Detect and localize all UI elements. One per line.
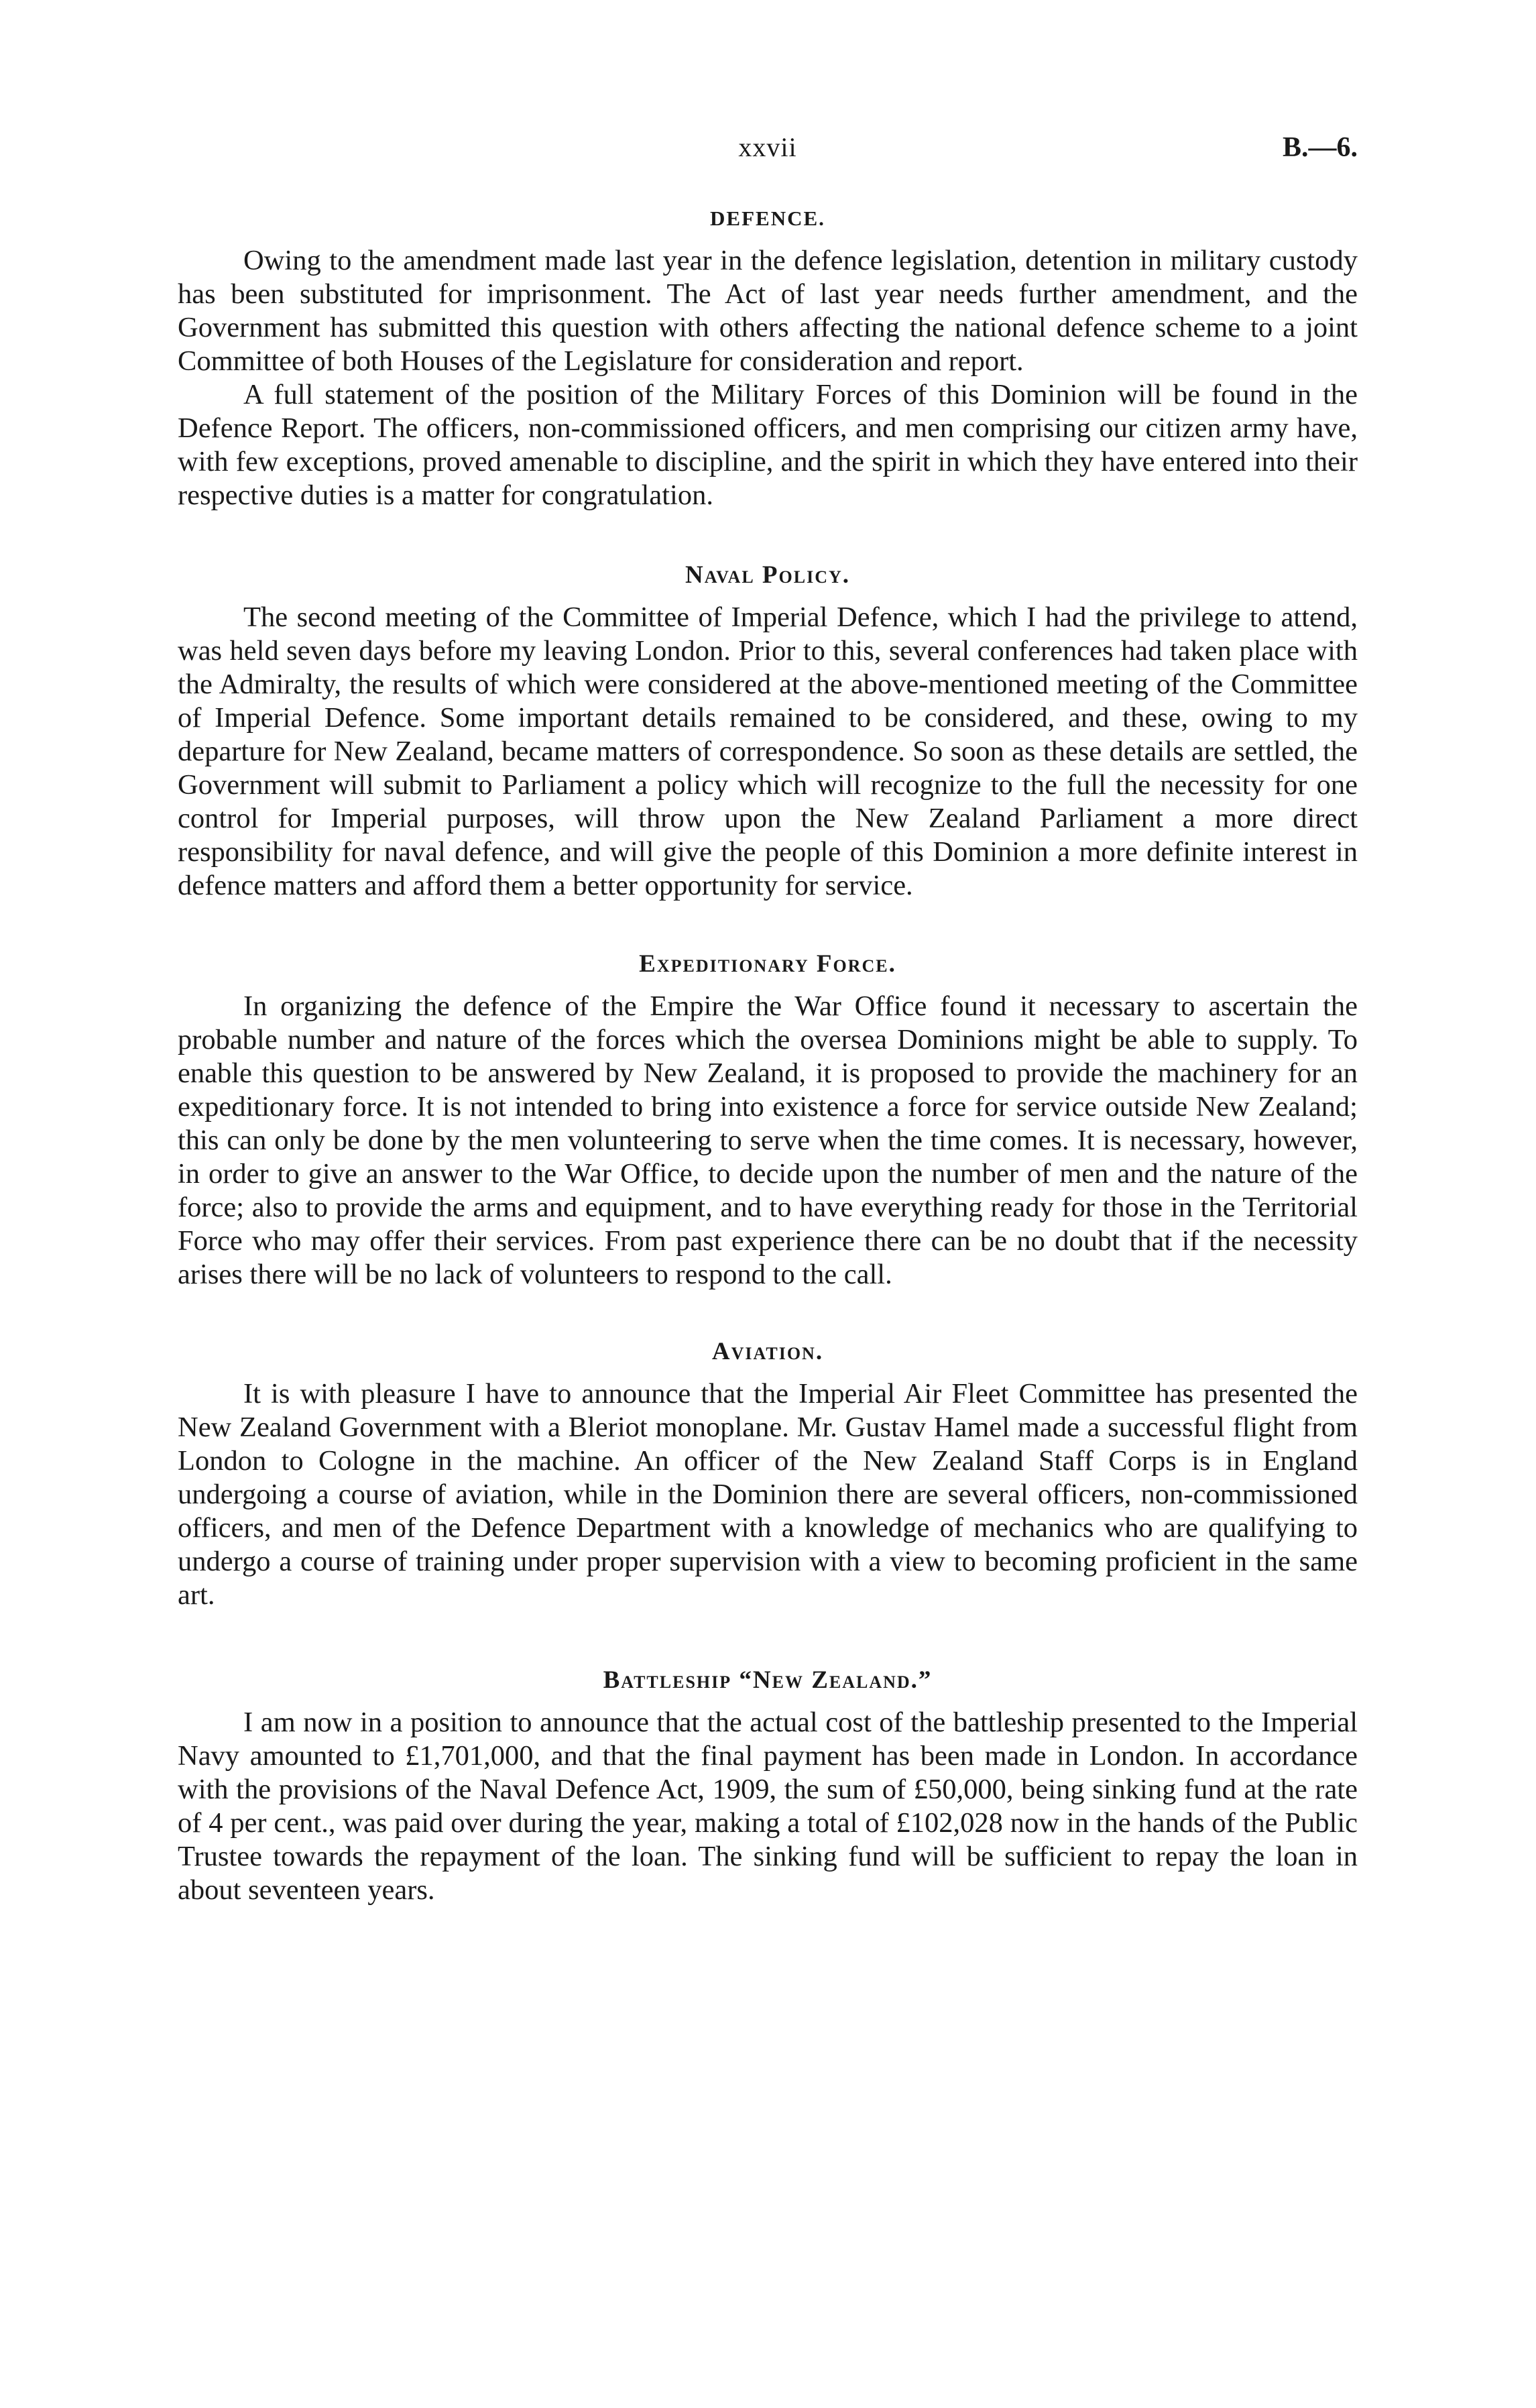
heading-battleship-new-zealand: Battleship “New Zealand.” bbox=[603, 1666, 933, 1694]
section-aviation bbox=[178, 1334, 1358, 1612]
paragraph: In organizing the defence of the Empire the War Office found it necessary to ascertain the probable number and nature of the forces which the oversea Dominions might be able to supply. To enable this question to be answered by New Zealand, it is proposed to provide the machinery for an expeditionary force. It is not intended to bring into existence a force for service outside New Zealand; this can only be done by the men volunteering to serve when the time comes. It is necessary, however, in order to give an answer to the War Office, to decide upon the number of men and the nature of the force; also to provide the arms and equipment, and to have everything ready for those in the Territorial Force who may offer their services. From past experience there can be no doubt that if the necessity arises there will be no lack of volunteers to respond to the call. bbox=[178, 990, 1358, 1290]
heading-defence: DEFENCE. bbox=[710, 207, 825, 230]
document-reference: B.—6. bbox=[1282, 132, 1358, 163]
page-content bbox=[178, 201, 1358, 1907]
page-header bbox=[178, 131, 1358, 172]
paragraph: A full statement of the position of the Military Forces of this Dominion will be found in the Defence Report. The officers, non-commissioned officers, and men comprising our citizen army have, with few exceptions, proved amenable to discipline, and the spirit in which they have entered into their respective duties is a matter for congratulation. bbox=[178, 379, 1358, 511]
section-naval-policy bbox=[178, 558, 1358, 903]
paragraph: It is with pleasure I have to announce that the Imperial Air Fleet Committee has presented the New Zealand Government with a Bleriot monoplane. Mr. Gustav Hamel made a successful flight from London to Cologne in the machine. An officer of the New Zealand Staff Corps is in England undergoing a course of aviation, while in the Dominion there are several officers, non-commissioned officers, and men of the Defence Department with a knowledge of mechanics who are qualifying to undergo a course of training under proper supervision with a view to becoming proficient in the same art. bbox=[178, 1378, 1358, 1611]
heading-expeditionary-force: Expeditionary Force. bbox=[639, 950, 896, 978]
page-number: xxvii bbox=[738, 132, 797, 162]
heading-aviation: Aviation. bbox=[711, 1338, 824, 1365]
section-battleship-new-zealand bbox=[178, 1663, 1358, 1907]
section-defence bbox=[178, 201, 1358, 512]
paragraph: I am now in a position to announce that the actual cost of the battleship presented to the Imperial Navy amounted to £1,701,000, and that the final payment has been made in London. In accordance with the provisions of the Naval Defence Act, 1909, the sum of £50,000, being sinking fund at the rate of 4 per cent., was paid over during the year, making a total of £102,028 now in the hands of the Public Trustee towards the repayment of the loan. The sinking fund will be sufficient to repay the loan in about seventeen years. bbox=[178, 1707, 1358, 1906]
paragraph: Owing to the amendment made last year in the defence legislation, detention in military custody has been substituted for imprisonment. The Act of last year needs further amendment, and the Government has submitted this question with others affecting the national defence scheme to a joint Committee of both Houses of the Legislature for consideration and report. bbox=[178, 245, 1358, 377]
heading-naval-policy: Naval Policy. bbox=[685, 561, 851, 589]
paragraph: The second meeting of the Committee of Imperial Defence, which I had the privilege to attend, was held seven days before my leaving London. Prior to this, several conferences had taken place with the Admiralty, the results of which were considered at the above-mentioned meeting of the Committee of Imperial Defence. Some important details remained to be considered, and these, owing to my departure for New Zealand, became matters of correspondence. So soon as these details are settled, the Government will submit to Parliament a policy which will recognize to the full the necessity for one control for Imperial purposes, will throw upon the New Zealand Parliament a more direct responsibility for naval defence, and will give the people of this Dominion a more definite interest in defence matters and afford them a better opportunity for service. bbox=[178, 601, 1358, 901]
section-expeditionary-force bbox=[178, 947, 1358, 1292]
